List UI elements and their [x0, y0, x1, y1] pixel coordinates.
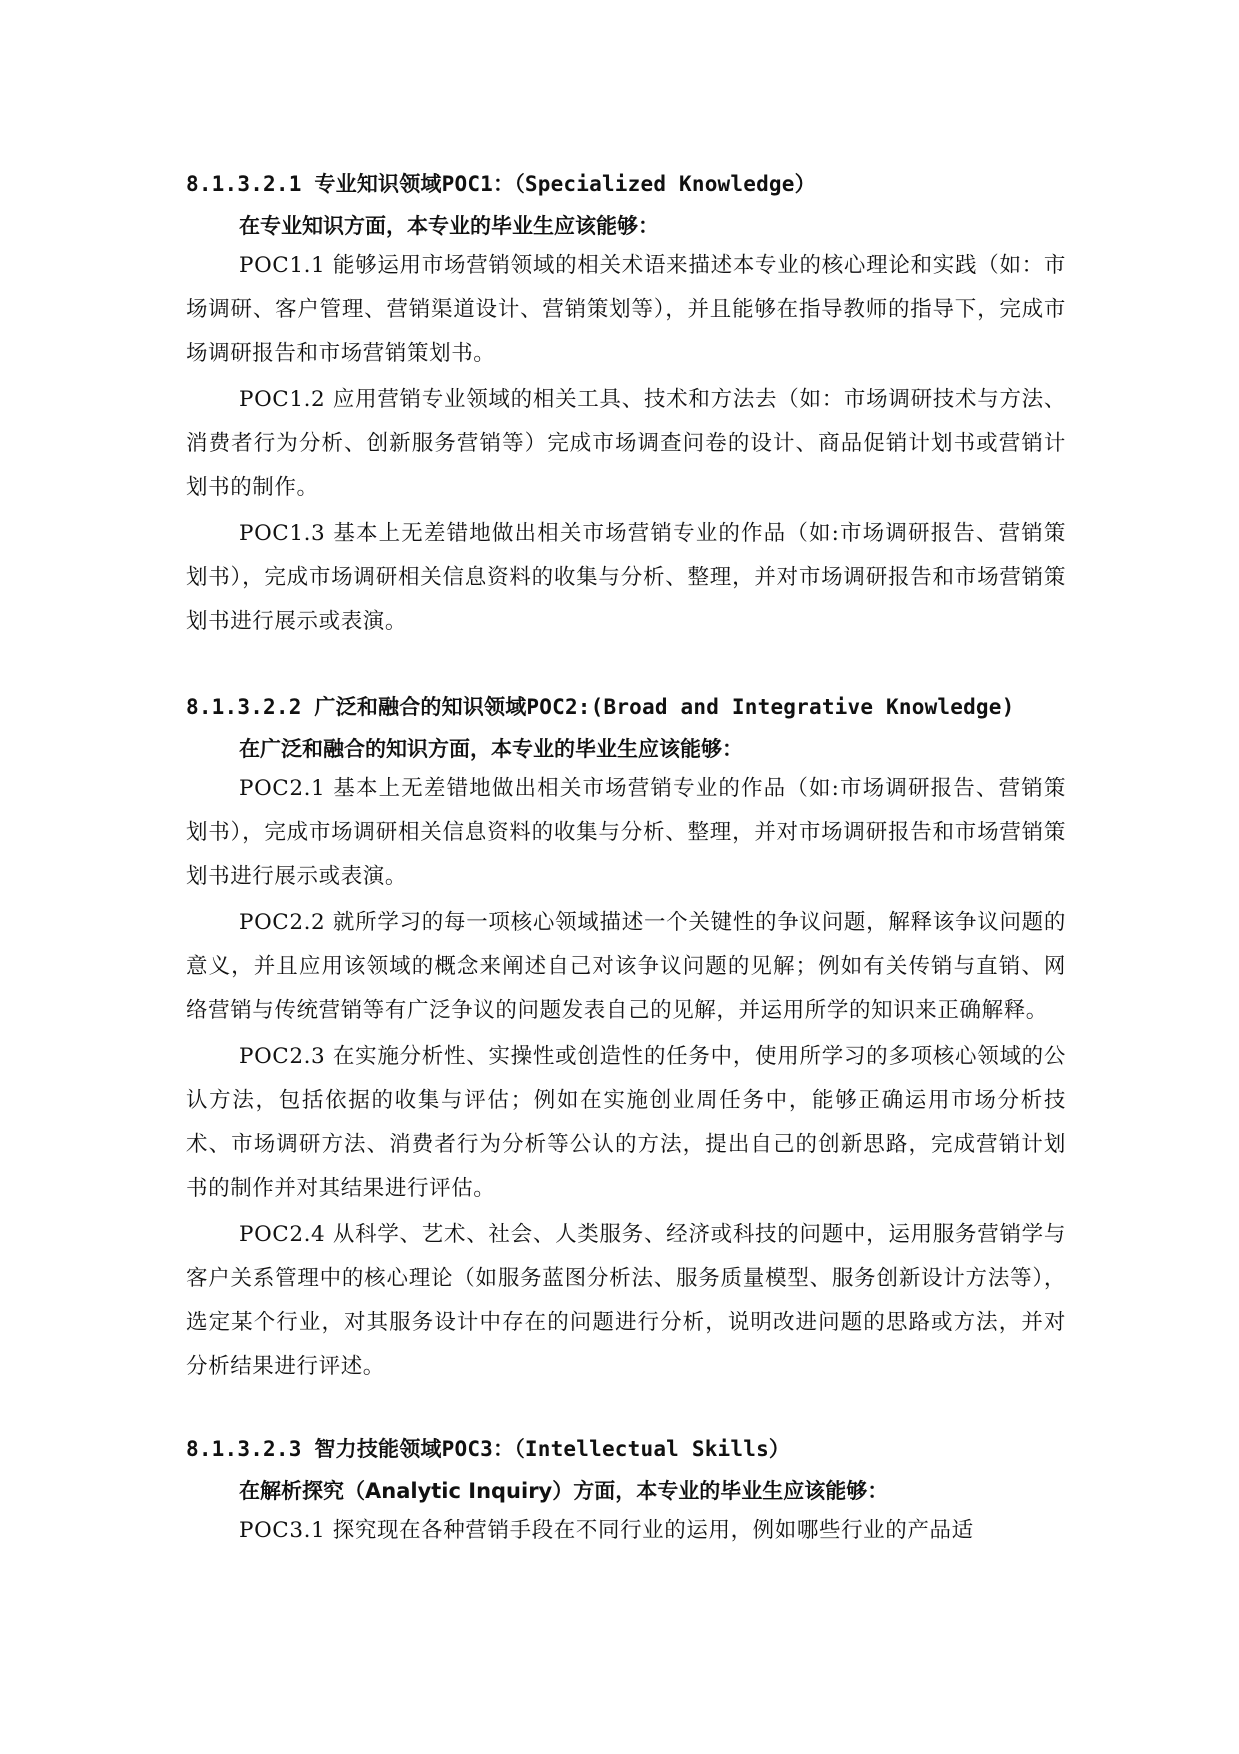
section-intro: 在广泛和融合的知识方面，本专业的毕业生应该能够： — [239, 737, 743, 761]
section-intro: 在专业知识方面，本专业的毕业生应该能够： — [239, 214, 659, 238]
section-heading: 8.1.3.2.1 专业知识领域POC1：（Specialized Knowledge） — [186, 172, 816, 196]
paragraph: POC1.2 应用营销专业领域的相关工具、技术和方法去（如：市场调研技术与方法、消费者行为分析、创新服务营销等）完成市场调查问卷的设计、商品促销计划书或营销计划书的制作。 — [186, 387, 1066, 500]
paragraph: POC2.4 从科学、艺术、社会、人类服务、经济或科技的问题中，运用服务营销学与客户关系管理中的核心理论（如服务蓝图分析法、服务质量模型、服务创新设计方法等），选定某个行业，对其服务设计中存在的问题进行分析，说明改进问题的思路或方法，并对分析结果进行评述。 — [186, 1222, 1066, 1379]
paragraph: POC2.3 在实施分析性、实操性或创造性的任务中，使用所学习的多项核心领域的公认方法，包括依据的收集与评估；例如在实施创业周任务中，能够正确运用市场分析技术、市场调研方法、消费者行为分析等公认的方法，提出自己的创新思路，完成营销计划书的制作并对其结果进行评估。 — [186, 1044, 1066, 1201]
section-heading: 8.1.3.2.3 智力技能领域POC3：（Intellectual Skills） — [186, 1437, 791, 1461]
paragraph: POC3.1 探究现在各种营销手段在不同行业的运用，例如哪些行业的产品适 — [239, 1518, 974, 1543]
section-intro: 在解析探究（Analytic Inquiry）方面，本专业的毕业生应该能够： — [239, 1479, 889, 1503]
section-poc3 — [186, 1433, 1066, 1553]
section-heading: 8.1.3.2.2 广泛和融合的知识领域POC2:(Broad and Integrative Knowledge) — [186, 695, 1015, 719]
section-poc1 — [186, 168, 1066, 644]
paragraph: POC2.2 就所学习的每一项核心领域描述一个关键性的争议问题，解释该争议问题的意义，并且应用该领域的概念来阐述自己对该争议问题的见解；例如有关传销与直销、网络营销与传统营销等有广泛争议的问题发表自己的见解，并运用所学的知识来正确解释。 — [186, 910, 1066, 1023]
paragraph: POC1.3 基本上无差错地做出相关市场营销专业的作品（如:市场调研报告、营销策划书），完成市场调研相关信息资料的收集与分析、整理，并对市场调研报告和市场营销策划书进行展示或表演。 — [186, 521, 1066, 634]
paragraph: POC2.1 基本上无差错地做出相关市场营销专业的作品（如:市场调研报告、营销策划书），完成市场调研相关信息资料的收集与分析、整理，并对市场调研报告和市场营销策划书进行展示或表演。 — [186, 776, 1066, 889]
section-poc2 — [186, 691, 1066, 1389]
paragraph: POC1.1 能够运用市场营销领域的相关术语来描述本专业的核心理论和实践（如：市场调研、客户管理、营销渠道设计、营销策划等），并且能够在指导教师的指导下，完成市场调研报告和市场营销策划书。 — [186, 253, 1066, 366]
